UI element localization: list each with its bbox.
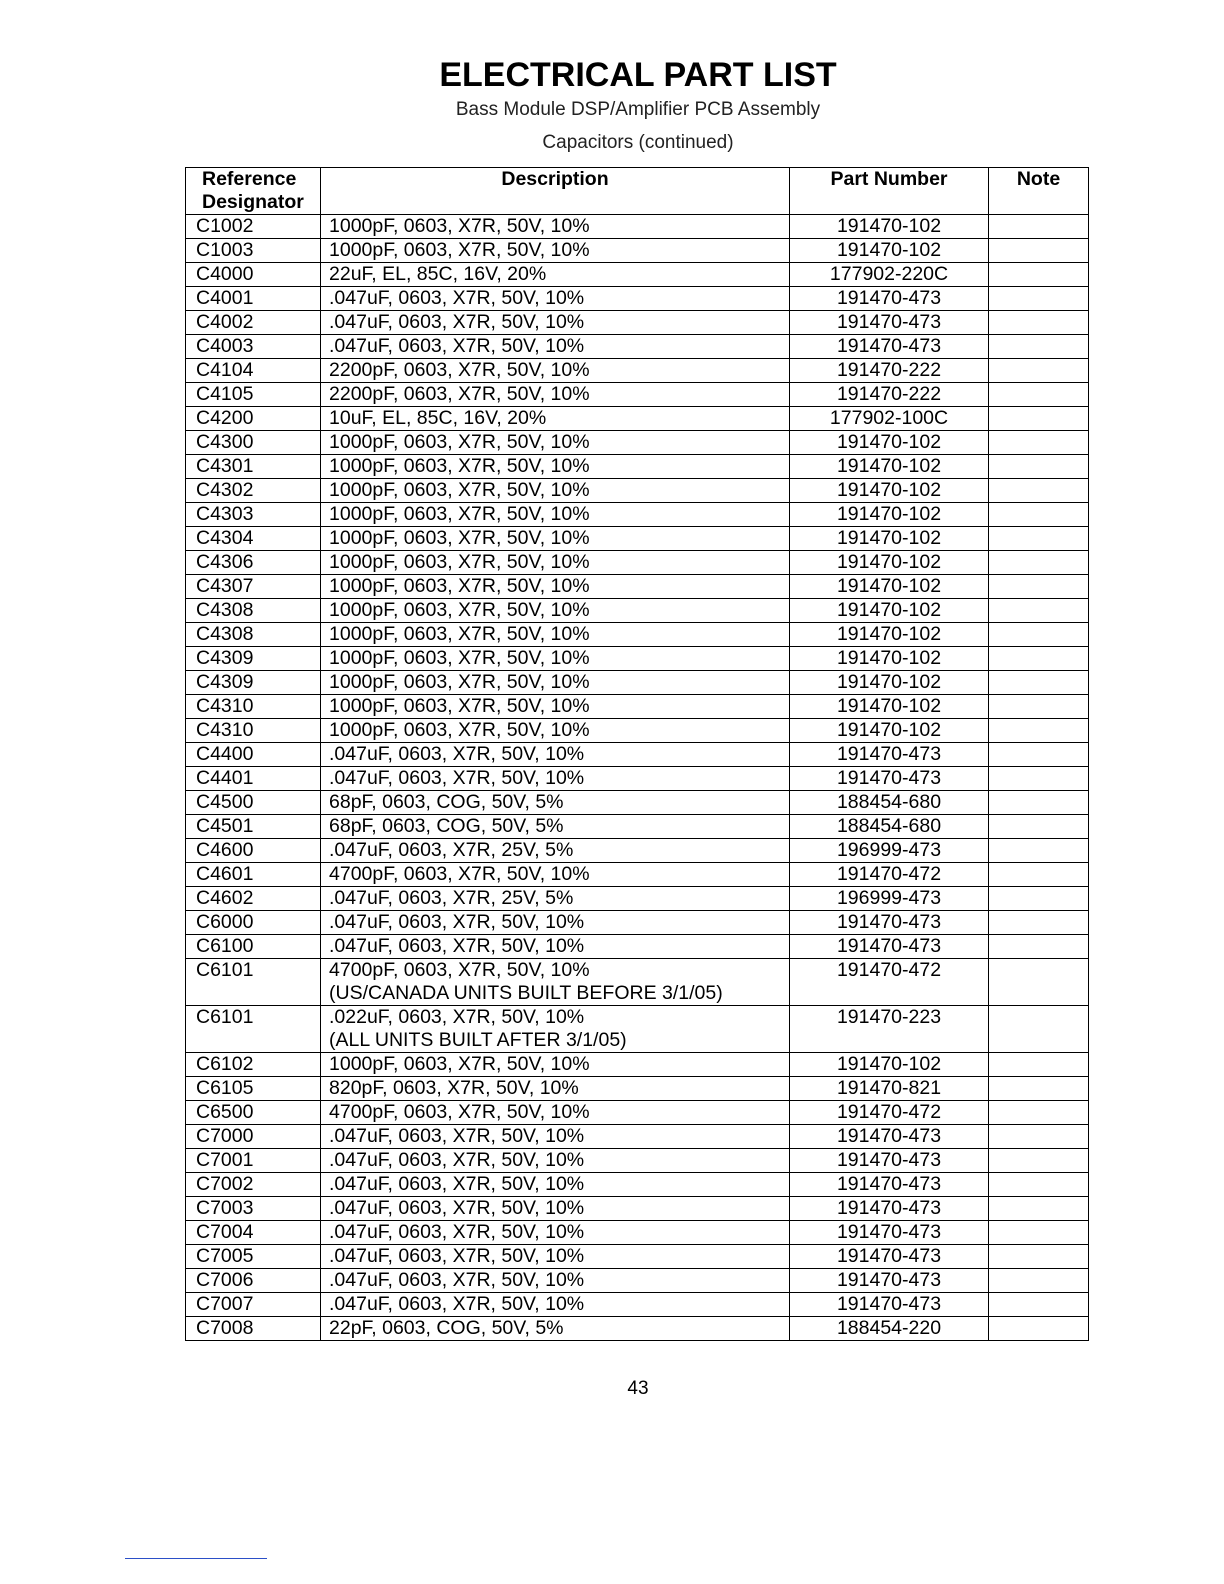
- table-header-row: [186, 168, 1089, 215]
- cell-note: [989, 695, 1089, 719]
- cell-note: [989, 1149, 1089, 1173]
- table-row: [186, 455, 1089, 479]
- cell-reference: C4000: [186, 263, 321, 287]
- cell-part-number: 191470-223: [790, 1006, 989, 1053]
- cell-reference: C7005: [186, 1245, 321, 1269]
- document-subtitle: Bass Module DSP/Amplifier PCB Assembly: [455, 99, 821, 120]
- cell-description: [321, 1101, 790, 1125]
- cell-note: [989, 1077, 1089, 1101]
- cell-reference: C7003: [186, 1197, 321, 1221]
- cell-reference: C4308: [186, 623, 321, 647]
- table-row: [186, 599, 1089, 623]
- cell-reference: C7004: [186, 1221, 321, 1245]
- cell-note: [989, 647, 1089, 671]
- cell-part-number: 191470-473: [790, 1125, 989, 1149]
- footnote-divider: [125, 1558, 267, 1559]
- cell-description: [321, 887, 790, 911]
- table-row: [186, 1269, 1089, 1293]
- cell-part-number: 191470-473: [790, 767, 989, 791]
- cell-reference: C4401: [186, 767, 321, 791]
- cell-note: [989, 863, 1089, 887]
- table-row: [186, 575, 1089, 599]
- table-row: [186, 695, 1089, 719]
- cell-note: [989, 407, 1089, 431]
- cell-reference: C4105: [186, 383, 321, 407]
- cell-note: [989, 719, 1089, 743]
- cell-note: [989, 935, 1089, 959]
- description-text: .047uF, 0603, X7R, 25V, 5%: [329, 887, 574, 909]
- cell-note: [989, 887, 1089, 911]
- cell-description: [321, 1077, 790, 1101]
- cell-part-number: 191470-102: [790, 671, 989, 695]
- page-title: ELECTRICAL PART LIST: [439, 56, 837, 94]
- description-text: 1000pF, 0603, X7R, 50V, 10%: [329, 479, 590, 501]
- cell-reference: C4600: [186, 839, 321, 863]
- table-row: [186, 1173, 1089, 1197]
- description-text: 1000pF, 0603, X7R, 50V, 10%: [329, 551, 590, 573]
- parts-table-body: [186, 215, 1089, 1341]
- cell-reference: C4310: [186, 695, 321, 719]
- cell-note: [989, 791, 1089, 815]
- cell-reference: C4302: [186, 479, 321, 503]
- cell-reference: C1002: [186, 215, 321, 239]
- cell-note: [989, 1293, 1089, 1317]
- page-number: 43: [627, 1378, 649, 1399]
- cell-note: [989, 671, 1089, 695]
- cell-description: [321, 1245, 790, 1269]
- cell-reference: C6101: [186, 959, 321, 1006]
- cell-note: [989, 959, 1089, 1006]
- table-row: [186, 479, 1089, 503]
- description-text: 2200pF, 0603, X7R, 50V, 10%: [329, 383, 590, 405]
- cell-note: [989, 1006, 1089, 1053]
- cell-note: [989, 287, 1089, 311]
- cell-part-number: 191470-102: [790, 695, 989, 719]
- description-text: .047uF, 0603, X7R, 50V, 10%: [329, 287, 585, 309]
- cell-part-number: 191470-472: [790, 959, 989, 1006]
- description-text: .047uF, 0603, X7R, 50V, 10%: [329, 935, 585, 957]
- cell-note: [989, 215, 1089, 239]
- cell-part-number: 191470-473: [790, 1173, 989, 1197]
- cell-description: [321, 695, 790, 719]
- cell-reference: C7007: [186, 1293, 321, 1317]
- cell-note: [989, 1317, 1089, 1341]
- description-text: .047uF, 0603, X7R, 50V, 10%: [329, 743, 585, 765]
- description-text: .047uF, 0603, X7R, 50V, 10%: [329, 311, 585, 333]
- cell-note: [989, 311, 1089, 335]
- cell-part-number: 191470-102: [790, 719, 989, 743]
- cell-description: [321, 335, 790, 359]
- cell-reference: C4602: [186, 887, 321, 911]
- table-row: [186, 359, 1089, 383]
- description-text: 22pF, 0603, COG, 50V, 5%: [329, 1317, 564, 1339]
- cell-part-number: 177902-220C: [790, 263, 989, 287]
- table-row: [186, 383, 1089, 407]
- cell-part-number: 191470-473: [790, 311, 989, 335]
- cell-description: [321, 791, 790, 815]
- cell-description: [321, 551, 790, 575]
- cell-description: [321, 1197, 790, 1221]
- cell-description: [321, 239, 790, 263]
- table-row: [186, 551, 1089, 575]
- description-text: 4700pF, 0603, X7R, 50V, 10%: [329, 1101, 590, 1123]
- table-row: [186, 1101, 1089, 1125]
- cell-part-number: 188454-680: [790, 815, 989, 839]
- cell-reference: C6000: [186, 911, 321, 935]
- table-row: [186, 215, 1089, 239]
- description-text: .047uF, 0603, X7R, 50V, 10%: [329, 1221, 585, 1243]
- cell-part-number: 191470-102: [790, 431, 989, 455]
- table-row: [186, 1245, 1089, 1269]
- cell-part-number: 191470-102: [790, 527, 989, 551]
- table-row: [186, 1053, 1089, 1077]
- cell-description: [321, 407, 790, 431]
- cell-reference: C4601: [186, 863, 321, 887]
- cell-reference: C4003: [186, 335, 321, 359]
- column-header-reference: Reference Designator: [186, 168, 321, 215]
- cell-description: [321, 1006, 790, 1053]
- cell-part-number: 177902-100C: [790, 407, 989, 431]
- cell-part-number: 191470-102: [790, 647, 989, 671]
- cell-description: [321, 959, 790, 1006]
- table-row: [186, 743, 1089, 767]
- table-row: [186, 1077, 1089, 1101]
- cell-reference: C4308: [186, 599, 321, 623]
- cell-part-number: 191470-473: [790, 743, 989, 767]
- cell-description: [321, 1053, 790, 1077]
- cell-part-number: 188454-680: [790, 791, 989, 815]
- cell-part-number: 196999-473: [790, 887, 989, 911]
- table-row: [186, 887, 1089, 911]
- cell-note: [989, 1221, 1089, 1245]
- cell-note: [989, 383, 1089, 407]
- cell-reference: C4002: [186, 311, 321, 335]
- cell-reference: C4400: [186, 743, 321, 767]
- cell-reference: C4001: [186, 287, 321, 311]
- description-text: 1000pF, 0603, X7R, 50V, 10%: [329, 527, 590, 549]
- cell-reference: C4306: [186, 551, 321, 575]
- cell-reference: C7000: [186, 1125, 321, 1149]
- cell-note: [989, 359, 1089, 383]
- description-text: .047uF, 0603, X7R, 50V, 10%: [329, 335, 585, 357]
- description-text: 1000pF, 0603, X7R, 50V, 10%: [329, 455, 590, 477]
- cell-description: [321, 911, 790, 935]
- description-text: 1000pF, 0603, X7R, 50V, 10%: [329, 695, 590, 717]
- cell-description: [321, 815, 790, 839]
- cell-description: [321, 215, 790, 239]
- cell-description: [321, 263, 790, 287]
- cell-part-number: 191470-102: [790, 1053, 989, 1077]
- cell-description: [321, 647, 790, 671]
- cell-part-number: 191470-102: [790, 239, 989, 263]
- cell-part-number: 191470-473: [790, 1197, 989, 1221]
- cell-part-number: 191470-102: [790, 575, 989, 599]
- description-text: .047uF, 0603, X7R, 25V, 5%: [329, 839, 574, 861]
- cell-part-number: 191470-102: [790, 623, 989, 647]
- cell-note: [989, 1101, 1089, 1125]
- table-row: [186, 647, 1089, 671]
- table-row: [186, 623, 1089, 647]
- description-text: .047uF, 0603, X7R, 50V, 10%: [329, 767, 585, 789]
- cell-note: [989, 503, 1089, 527]
- table-row: [186, 1197, 1089, 1221]
- cell-part-number: 191470-102: [790, 455, 989, 479]
- cell-note: [989, 479, 1089, 503]
- table-row: [186, 287, 1089, 311]
- cell-description: [321, 527, 790, 551]
- table-row: [186, 311, 1089, 335]
- cell-reference: C6102: [186, 1053, 321, 1077]
- cell-description: [321, 1221, 790, 1245]
- cell-reference: C4303: [186, 503, 321, 527]
- cell-note: [989, 1197, 1089, 1221]
- cell-description: [321, 1149, 790, 1173]
- cell-reference: C4310: [186, 719, 321, 743]
- table-row: [186, 431, 1089, 455]
- table-row: [186, 1317, 1089, 1341]
- cell-note: [989, 767, 1089, 791]
- description-text: 820pF, 0603, X7R, 50V, 10%: [329, 1077, 579, 1099]
- description-note-text: (US/CANADA UNITS BUILT BEFORE 3/1/05): [329, 982, 723, 1004]
- cell-description: [321, 1269, 790, 1293]
- cell-note: [989, 815, 1089, 839]
- cell-part-number: 191470-102: [790, 503, 989, 527]
- description-text: 4700pF, 0603, X7R, 50V, 10%: [329, 863, 590, 885]
- table-row: [186, 527, 1089, 551]
- cell-reference: C6100: [186, 935, 321, 959]
- cell-part-number: 191470-472: [790, 1101, 989, 1125]
- cell-description: [321, 575, 790, 599]
- cell-note: [989, 623, 1089, 647]
- cell-part-number: 191470-473: [790, 335, 989, 359]
- cell-reference: C4300: [186, 431, 321, 455]
- table-row: [186, 1006, 1089, 1053]
- description-text: 1000pF, 0603, X7R, 50V, 10%: [329, 647, 590, 669]
- table-row: [186, 935, 1089, 959]
- description-text: 10uF, EL, 85C, 16V, 20%: [329, 407, 547, 429]
- cell-part-number: 191470-102: [790, 479, 989, 503]
- description-text: 1000pF, 0603, X7R, 50V, 10%: [329, 431, 590, 453]
- section-heading: Capacitors (continued): [542, 132, 734, 153]
- description-text: .047uF, 0603, X7R, 50V, 10%: [329, 1197, 585, 1219]
- table-row: [186, 263, 1089, 287]
- description-text: .047uF, 0603, X7R, 50V, 10%: [329, 1245, 585, 1267]
- description-text: .047uF, 0603, X7R, 50V, 10%: [329, 1125, 585, 1147]
- cell-part-number: 191470-473: [790, 1221, 989, 1245]
- cell-reference: C6500: [186, 1101, 321, 1125]
- description-text: 1000pF, 0603, X7R, 50V, 10%: [329, 215, 590, 237]
- cell-description: [321, 359, 790, 383]
- cell-reference: C4304: [186, 527, 321, 551]
- cell-reference: C4309: [186, 671, 321, 695]
- description-text: 1000pF, 0603, X7R, 50V, 10%: [329, 575, 590, 597]
- cell-description: [321, 599, 790, 623]
- column-header-note: Note: [989, 168, 1089, 215]
- description-text: 1000pF, 0603, X7R, 50V, 10%: [329, 671, 590, 693]
- cell-note: [989, 1125, 1089, 1149]
- cell-note: [989, 839, 1089, 863]
- cell-part-number: 188454-220: [790, 1317, 989, 1341]
- cell-description: [321, 839, 790, 863]
- cell-reference: C4501: [186, 815, 321, 839]
- cell-note: [989, 1245, 1089, 1269]
- cell-note: [989, 1053, 1089, 1077]
- cell-part-number: 191470-222: [790, 359, 989, 383]
- description-note-text: (ALL UNITS BUILT AFTER 3/1/05): [329, 1029, 627, 1051]
- cell-description: [321, 767, 790, 791]
- cell-note: [989, 575, 1089, 599]
- cell-description: [321, 455, 790, 479]
- table-row: [186, 1293, 1089, 1317]
- table-row: [186, 767, 1089, 791]
- description-text: .047uF, 0603, X7R, 50V, 10%: [329, 911, 585, 933]
- description-text: 1000pF, 0603, X7R, 50V, 10%: [329, 503, 590, 525]
- cell-description: [321, 863, 790, 887]
- description-text: 1000pF, 0603, X7R, 50V, 10%: [329, 599, 590, 621]
- description-text: 22uF, EL, 85C, 16V, 20%: [329, 263, 547, 285]
- table-row: [186, 239, 1089, 263]
- cell-description: [321, 1173, 790, 1197]
- cell-part-number: 191470-473: [790, 1149, 989, 1173]
- cell-note: [989, 551, 1089, 575]
- cell-part-number: 191470-473: [790, 911, 989, 935]
- cell-description: [321, 1317, 790, 1341]
- description-text: 2200pF, 0603, X7R, 50V, 10%: [329, 359, 590, 381]
- description-text: 1000pF, 0603, X7R, 50V, 10%: [329, 623, 590, 645]
- description-text: 1000pF, 0603, X7R, 50V, 10%: [329, 239, 590, 261]
- cell-description: [321, 1125, 790, 1149]
- table-row: [186, 863, 1089, 887]
- description-text: 4700pF, 0603, X7R, 50V, 10%: [329, 959, 590, 981]
- cell-part-number: 191470-473: [790, 1269, 989, 1293]
- cell-part-number: 191470-222: [790, 383, 989, 407]
- description-text: 68pF, 0603, COG, 50V, 5%: [329, 815, 564, 837]
- cell-description: [321, 503, 790, 527]
- cell-description: [321, 287, 790, 311]
- cell-description: [321, 743, 790, 767]
- cell-description: [321, 383, 790, 407]
- cell-part-number: 191470-102: [790, 215, 989, 239]
- table-row: [186, 839, 1089, 863]
- column-header-description: Description: [321, 168, 790, 215]
- cell-note: [989, 1173, 1089, 1197]
- table-row: [186, 503, 1089, 527]
- table-row: [186, 911, 1089, 935]
- cell-reference: C4301: [186, 455, 321, 479]
- description-text: 1000pF, 0603, X7R, 50V, 10%: [329, 1053, 590, 1075]
- cell-part-number: 191470-473: [790, 935, 989, 959]
- cell-part-number: 196999-473: [790, 839, 989, 863]
- column-header-part-number: Part Number: [790, 168, 989, 215]
- cell-description: [321, 479, 790, 503]
- cell-reference: C6101: [186, 1006, 321, 1053]
- cell-reference: C7002: [186, 1173, 321, 1197]
- cell-reference: C1003: [186, 239, 321, 263]
- parts-table: [185, 167, 1089, 1341]
- cell-note: [989, 527, 1089, 551]
- cell-reference: C7001: [186, 1149, 321, 1173]
- cell-part-number: 191470-473: [790, 1293, 989, 1317]
- cell-note: [989, 431, 1089, 455]
- cell-note: [989, 455, 1089, 479]
- description-text: 68pF, 0603, COG, 50V, 5%: [329, 791, 564, 813]
- cell-reference: C4500: [186, 791, 321, 815]
- cell-part-number: 191470-821: [790, 1077, 989, 1101]
- cell-description: [321, 623, 790, 647]
- cell-note: [989, 911, 1089, 935]
- cell-description: [321, 431, 790, 455]
- table-row: [186, 959, 1089, 1006]
- cell-note: [989, 743, 1089, 767]
- description-text: .022uF, 0603, X7R, 50V, 10%: [329, 1006, 585, 1028]
- description-text: .047uF, 0603, X7R, 50V, 10%: [329, 1269, 585, 1291]
- description-text: .047uF, 0603, X7R, 50V, 10%: [329, 1149, 585, 1171]
- table-row: [186, 335, 1089, 359]
- table-row: [186, 1125, 1089, 1149]
- cell-note: [989, 335, 1089, 359]
- table-row: [186, 719, 1089, 743]
- cell-description: [321, 1293, 790, 1317]
- cell-description: [321, 719, 790, 743]
- table-row: [186, 791, 1089, 815]
- cell-part-number: 191470-102: [790, 551, 989, 575]
- cell-description: [321, 311, 790, 335]
- table-row: [186, 815, 1089, 839]
- description-text: 1000pF, 0603, X7R, 50V, 10%: [329, 719, 590, 741]
- cell-part-number: 191470-473: [790, 1245, 989, 1269]
- description-text: .047uF, 0603, X7R, 50V, 10%: [329, 1293, 585, 1315]
- cell-reference: C6105: [186, 1077, 321, 1101]
- cell-description: [321, 935, 790, 959]
- table-row: [186, 1221, 1089, 1245]
- table-row: [186, 1149, 1089, 1173]
- description-text: .047uF, 0603, X7R, 50V, 10%: [329, 1173, 585, 1195]
- cell-note: [989, 599, 1089, 623]
- cell-description: [321, 671, 790, 695]
- cell-reference: C7008: [186, 1317, 321, 1341]
- cell-reference: C4104: [186, 359, 321, 383]
- cell-part-number: 191470-473: [790, 287, 989, 311]
- cell-reference: C4307: [186, 575, 321, 599]
- cell-part-number: 191470-102: [790, 599, 989, 623]
- cell-note: [989, 1269, 1089, 1293]
- table-row: [186, 671, 1089, 695]
- cell-reference: C4309: [186, 647, 321, 671]
- cell-reference: C4200: [186, 407, 321, 431]
- cell-note: [989, 239, 1089, 263]
- cell-reference: C7006: [186, 1269, 321, 1293]
- cell-note: [989, 263, 1089, 287]
- cell-part-number: 191470-472: [790, 863, 989, 887]
- table-row: [186, 407, 1089, 431]
